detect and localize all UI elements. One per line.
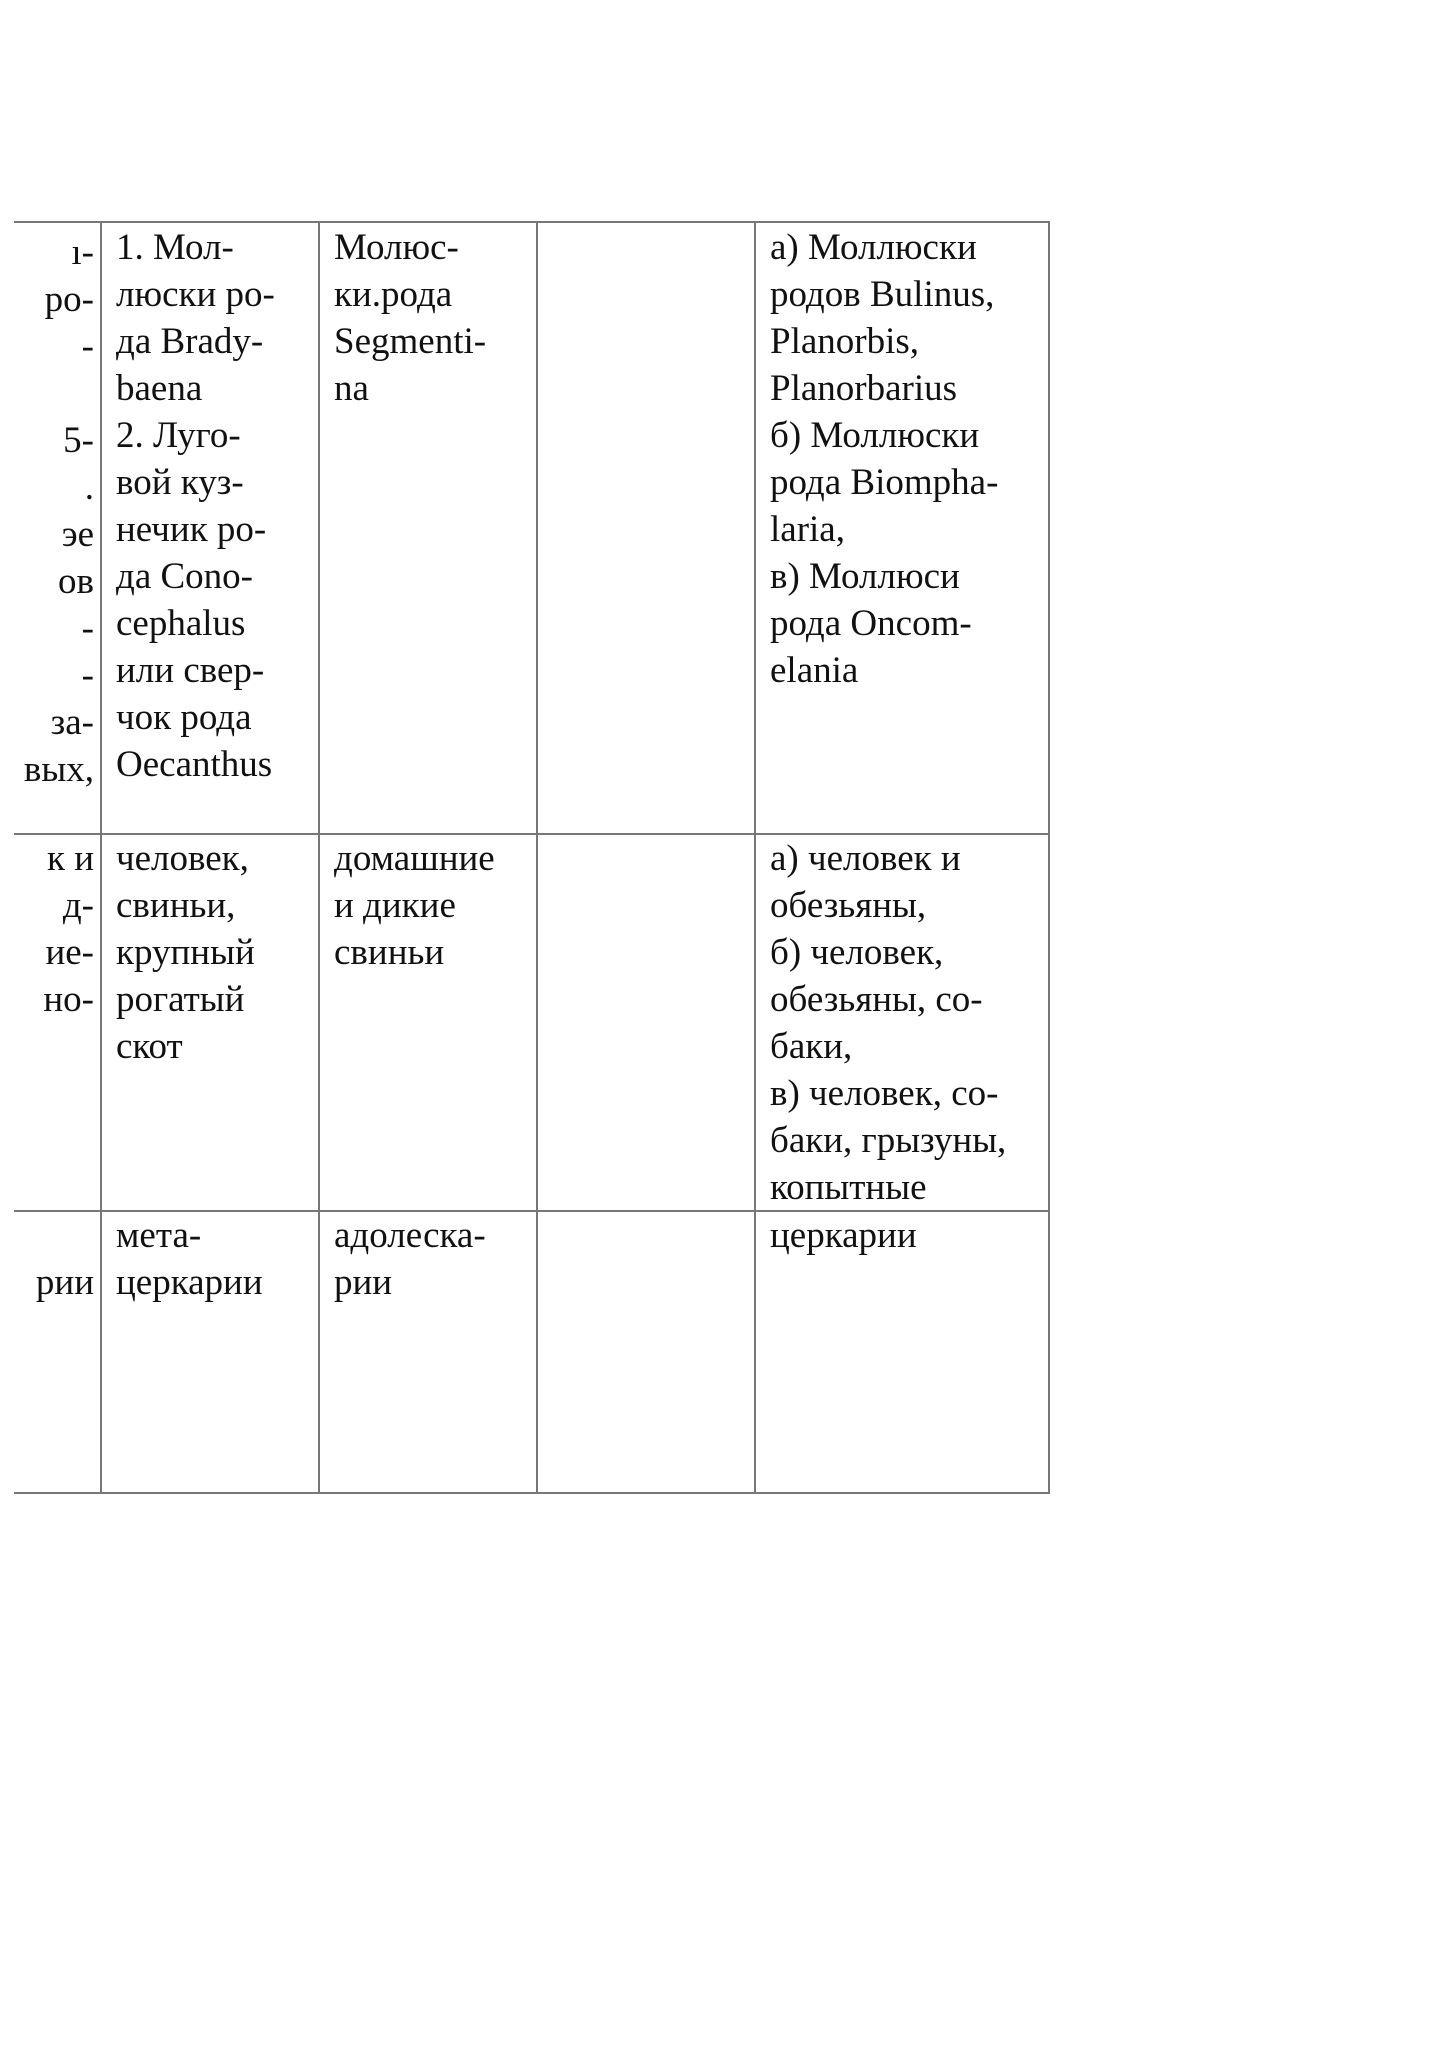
column-divider xyxy=(318,221,320,1494)
table-border-top xyxy=(14,221,1050,223)
column-divider xyxy=(536,221,538,1494)
table-cell: Молюс- ки.рода Segmenti- na xyxy=(334,227,487,409)
column-divider xyxy=(754,221,756,1494)
table-border-bottom xyxy=(14,1492,1050,1494)
table-cell-clipped xyxy=(0,1212,98,1482)
data-table xyxy=(0,221,1050,1494)
table-cell: 1. Мол- люски ро- да Brady- baena 2. Луго- вой куз- нечик ро- да Cono- cephalus или свер- чок рода Oecanthus xyxy=(116,227,275,785)
table-cell: адолеска- рии xyxy=(334,1215,486,1303)
table-cell: мета- церкарии xyxy=(116,1215,263,1303)
table-cell: домашние и дикие свиньи xyxy=(334,838,495,973)
cell-text: рии xyxy=(35,1262,94,1303)
table-cell: человек, свиньи, крупный рогатый скот xyxy=(116,838,255,1067)
table-cell: церкарии xyxy=(770,1215,917,1256)
table-cell: а) Моллюски родов Bulinus, Planorbis, Planorbarius б) Моллюски рода Biompha- laria, в) Моллюси рода Oncom- elania xyxy=(770,227,999,691)
table-border-right xyxy=(1048,221,1050,1494)
table-cell-clipped xyxy=(0,229,98,829)
table-cell: а) человек и обезьяны, б) человек, обезьяны, со- баки, в) человек, со- баки, грызуны, копытные xyxy=(770,838,1007,1208)
table-cell-clipped xyxy=(0,835,98,1205)
cell-text: к и д- ие- но- xyxy=(43,838,94,1020)
column-divider xyxy=(100,221,102,1494)
cell-text: ı- ро- - 5- . эе ов - - за- вых, xyxy=(23,232,94,790)
